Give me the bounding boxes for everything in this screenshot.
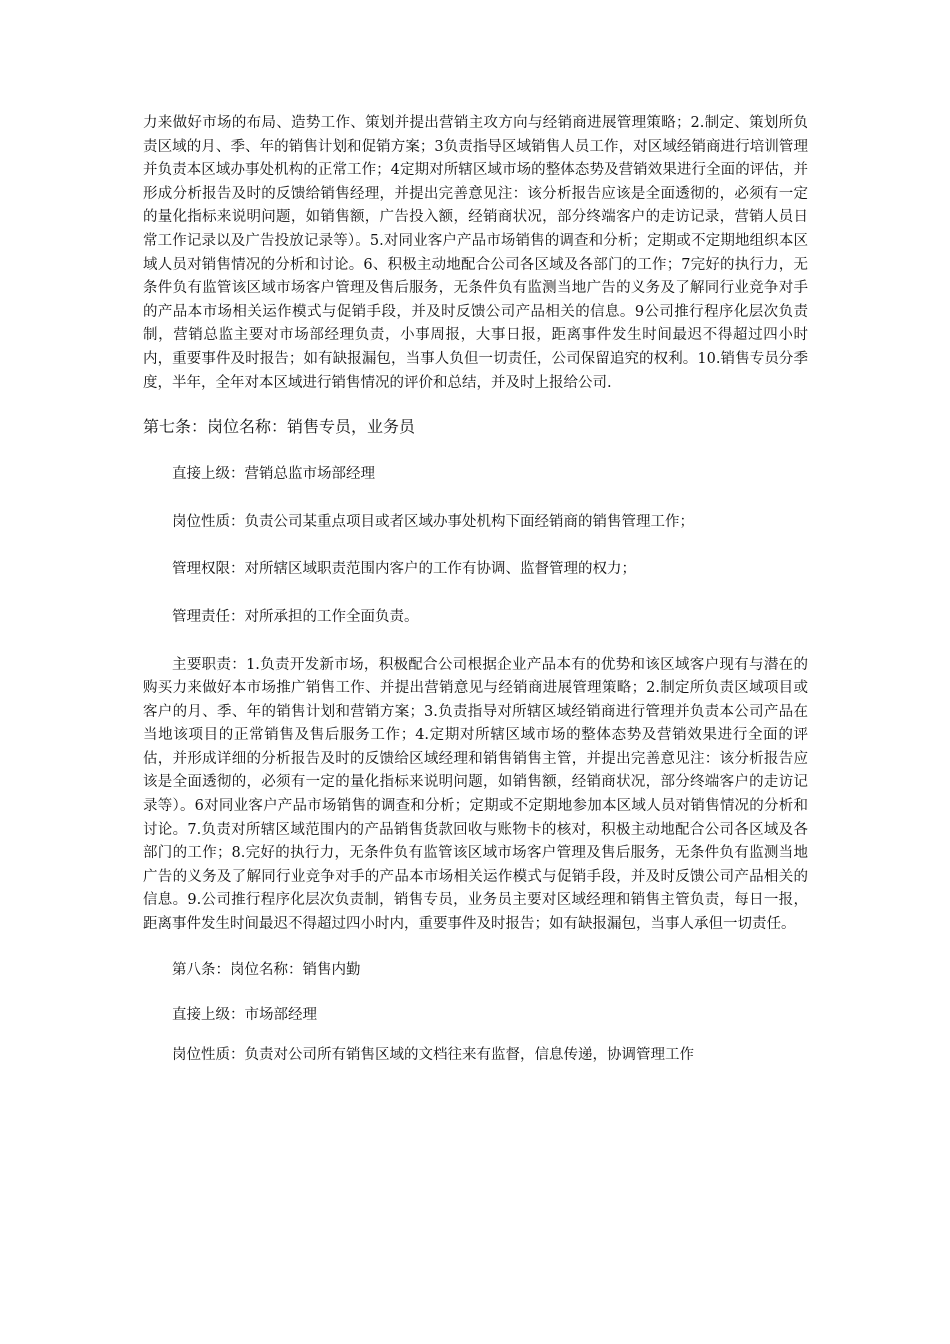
article8-superior: 直接上级：市场部经理 bbox=[172, 1007, 317, 1024]
article8-heading: 第八条：岗位名称：销售内勤 bbox=[172, 961, 361, 978]
article7-superior: 直接上级：营销总监市场部经理 bbox=[172, 466, 375, 483]
article7-authority: 管理权限：对所辖区域职责范围内客户的工作有协调、监督管理的权力； bbox=[172, 561, 636, 578]
article7-heading: 第七条：岗位名称：销售专员，业务员 bbox=[143, 417, 416, 437]
article8-nature: 岗位性质：负责对公司所有销售区域的文档往来有监督，信息传递，协调管理工作 bbox=[172, 1046, 694, 1063]
article7-responsibility: 管理责任：对所承担的工作全面负责。 bbox=[172, 608, 419, 625]
intro-paragraph: 力来做好市场的布局、造势工作、策划并提出营销主攻方向与经销商进展管理策略；2.制定、策划所负责区域的月、季、年的销售计划和促销方案；3负责指导区域销售人员工作，对区域经销商进行培训管理并负责本区域办事处机构的正常工作；4定期对所辖区域市场的整体态势及营销效果进行全面的评估，并形成分析报告及时的反馈给销售经理，并提出完善意见注：该分析报告应该是全面透彻的，必须有一定的量化指标来说明问题，如销售额，广告投入额，经销商状况，部分终端客户的走访记录，营销人员日常工作记录以及广告投放记录等）。5.对同业客户产品市场销售的调查和分析；定期或不定期地组织本区域人员对销售情况的分析和讨论。6、积极主动地配合公司各区域及各部门的工作；7完好的执行力，无条件负有监管该区域市场客户管理及售后服务，无条件负有监测当地广告的义务及了解同行业竞争对手的产品本市场相关运作模式与促销手段，并及时反馈公司产品相关的信息。9公司推行程序化层次负责制，营销总监主要对市场部经理负责，小事周报，大事日报，距离事件发生时间最迟不得超过四小时内，重要事件及时报告；如有缺报漏包，当事人负但一切责任，公司保留追究的权利。10.销售专员分季度，半年，全年对本区域进行销售情况的评价和总结，并及时上报给公司. bbox=[143, 115, 808, 391]
article7-duties: 主要职责：1.负责开发新市场，积极配合公司根据企业产品本有的优势和该区域客户现有与潜在的购买力来做好本市场推广销售工作、并提出营销意见与经销商进展管理策略；2.制定所负责区域项目或客户的月、季、年的销售计划和营销方案；3.负责指导对所辖区域经销商进行管理并负责本公司产品在当地该项目的正常销售及售后服务工作；4.定期对所辖区域市场的整体态势及营销效果进行全面的评估，并形成详细的分析报告及时的反馈给区域经理和销售销售主管，并提出完善意见注：该分析报告应该是全面透彻的，必须有一定的量化指标来说明问题，如销售额，经销商状况，部分终端客户的走访记录等）。6对同业客户产品市场销售的调查和分析；定期或不定期地参加本区域人员对销售情况的分析和讨论。7.负责对所辖区域范围内的产品销售货款回收与账物卡的核对，积极主动地配合公司各区域及各部门的工作；8.完好的执行力，无条件负有监管该区域市场客户管理及售后服务，无条件负有监测当地广告的义务及了解同行业竞争对手的产品本市场相关运作模式与促销手段，并及时反馈公司产品相关的信息。9.公司推行程序化层次负责制，销售专员，业务员主要对区域经理和销售主管负责，每日一报，距离事件发生时间最迟不得超过四小时内，重要事件及时报告；如有缺报漏包，当事人承但一切责任。 bbox=[143, 656, 808, 933]
document-page bbox=[143, 112, 808, 1067]
article7-nature: 岗位性质：负责公司某重点项目或者区域办事处机构下面经销商的销售管理工作； bbox=[172, 513, 694, 530]
